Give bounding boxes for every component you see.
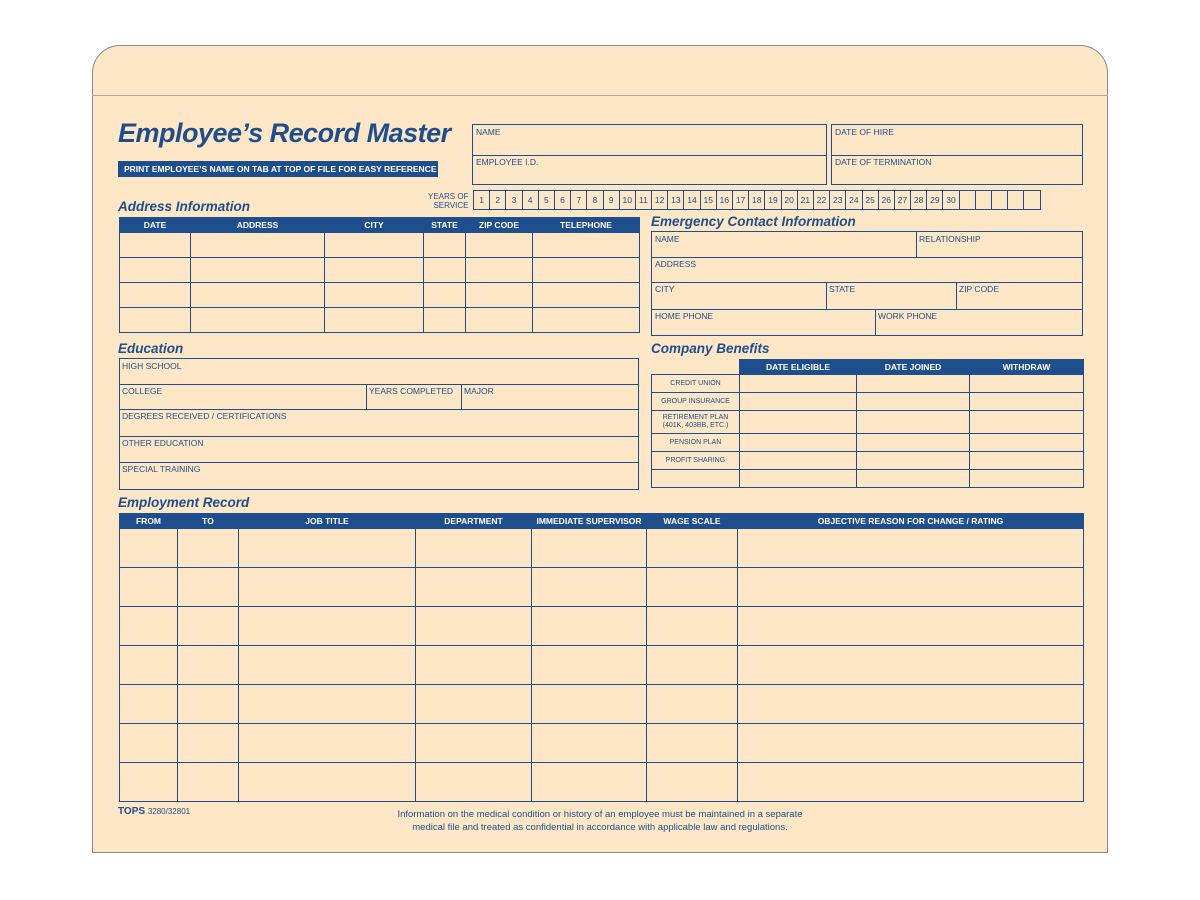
entry-cell[interactable] xyxy=(178,763,239,802)
entry-cell[interactable] xyxy=(970,393,1084,411)
entry-cell[interactable] xyxy=(466,233,533,258)
column-header: STATE xyxy=(424,218,466,233)
entry-cell[interactable] xyxy=(120,233,191,258)
entry-cell[interactable] xyxy=(857,434,970,452)
column-header: ADDRESS xyxy=(191,218,325,233)
column-header: IMMEDIATE SUPERVISOR xyxy=(532,514,647,529)
year-box[interactable]: 30 xyxy=(942,190,959,210)
college-field[interactable]: COLLEGE xyxy=(122,386,163,396)
entry-cell[interactable] xyxy=(647,568,738,607)
entry-cell[interactable] xyxy=(416,763,532,802)
employment-section-heading: Employment Record xyxy=(118,495,250,510)
emergency-state-field[interactable]: STATE xyxy=(829,284,856,294)
entry-cell[interactable] xyxy=(120,308,191,333)
years-completed-field[interactable]: YEARS COMPLETED xyxy=(369,386,454,396)
employment-row xyxy=(120,529,1084,568)
entry-cell[interactable] xyxy=(416,568,532,607)
year-box[interactable]: 1 xyxy=(473,190,490,210)
entry-cell[interactable] xyxy=(466,258,533,283)
entry-cell[interactable] xyxy=(970,434,1084,452)
entry-cell[interactable] xyxy=(120,724,178,763)
entry-cell[interactable] xyxy=(239,763,416,802)
entry-cell[interactable] xyxy=(857,393,970,411)
year-box[interactable]: 10 xyxy=(619,190,636,210)
benefit-label: PENSION PLAN xyxy=(652,434,740,452)
column-header: DEPARTMENT xyxy=(416,514,532,529)
confidentiality-notice: Information on the medical condition or history of an employee must be maintained in a separate medical file and treated as confidential in accordance with applicable law and regulations. xyxy=(397,809,803,833)
major-field[interactable]: MAJOR xyxy=(464,386,494,396)
year-box[interactable]: 8 xyxy=(586,190,603,210)
entry-cell[interactable] xyxy=(424,233,466,258)
benefit-label: CREDIT UNION xyxy=(652,375,740,393)
entry-cell[interactable] xyxy=(647,529,738,568)
employment-table xyxy=(119,513,1084,802)
entry-cell[interactable] xyxy=(533,258,640,283)
entry-cell[interactable] xyxy=(857,452,970,470)
years-of-service-label: YEARS OF SERVICE xyxy=(428,192,469,210)
entry-cell[interactable] xyxy=(416,529,532,568)
entry-cell[interactable] xyxy=(191,283,325,308)
year-box[interactable] xyxy=(975,190,992,210)
name-id-box xyxy=(472,124,827,185)
entry-cell[interactable] xyxy=(120,258,191,283)
column-header: JOB TITLE xyxy=(239,514,416,529)
benefit-row xyxy=(652,434,1084,452)
year-box[interactable]: 26 xyxy=(878,190,895,210)
year-box[interactable] xyxy=(1007,190,1024,210)
entry-cell[interactable] xyxy=(424,308,466,333)
other-education-field[interactable]: OTHER EDUCATION xyxy=(122,438,204,448)
entry-cell[interactable] xyxy=(120,529,178,568)
entry-cell[interactable] xyxy=(857,375,970,393)
entry-cell[interactable] xyxy=(416,724,532,763)
year-box[interactable]: 19 xyxy=(764,190,781,210)
entry-cell[interactable] xyxy=(532,685,647,724)
tops-logo: TOPS 3280/32801 xyxy=(118,806,191,817)
entry-cell[interactable] xyxy=(740,411,857,434)
high-school-field[interactable]: HIGH SCHOOL xyxy=(122,361,182,371)
entry-cell[interactable] xyxy=(191,258,325,283)
entry-cell[interactable] xyxy=(532,568,647,607)
column-header xyxy=(652,360,740,375)
entry-cell[interactable] xyxy=(239,607,416,646)
benefit-row xyxy=(652,452,1084,470)
year-box[interactable]: 25 xyxy=(862,190,879,210)
education-section-heading: Education xyxy=(118,341,184,356)
column-header: TELEPHONE xyxy=(533,218,640,233)
year-box[interactable]: 27 xyxy=(894,190,911,210)
entry-cell[interactable] xyxy=(424,258,466,283)
year-box[interactable]: 24 xyxy=(845,190,862,210)
year-box[interactable]: 6 xyxy=(554,190,571,210)
year-box[interactable]: 12 xyxy=(651,190,668,210)
emergency-home-phone-field[interactable]: HOME PHONE xyxy=(655,311,714,321)
benefit-row xyxy=(652,375,1084,393)
date-of-hire-field[interactable]: DATE OF HIRE xyxy=(835,127,894,137)
entry-cell[interactable] xyxy=(738,568,1084,607)
entry-cell[interactable] xyxy=(466,308,533,333)
year-box[interactable]: 23 xyxy=(829,190,846,210)
address-section-heading: Address Information xyxy=(118,199,251,214)
entry-cell[interactable] xyxy=(416,685,532,724)
entry-cell[interactable] xyxy=(120,283,191,308)
entry-cell[interactable] xyxy=(970,470,1084,488)
year-box[interactable]: 18 xyxy=(748,190,765,210)
year-box[interactable] xyxy=(991,190,1008,210)
year-box[interactable]: 3 xyxy=(505,190,522,210)
benefit-row xyxy=(652,411,1084,434)
year-box[interactable]: 9 xyxy=(603,190,620,210)
year-box[interactable]: 21 xyxy=(797,190,814,210)
entry-cell[interactable] xyxy=(178,724,239,763)
entry-cell[interactable] xyxy=(738,685,1084,724)
column-header: ZIP CODE xyxy=(466,218,533,233)
entry-cell[interactable] xyxy=(533,308,640,333)
entry-cell[interactable] xyxy=(647,685,738,724)
entry-cell[interactable] xyxy=(178,685,239,724)
entry-cell[interactable] xyxy=(239,685,416,724)
entry-cell[interactable] xyxy=(738,763,1084,802)
emergency-address-field[interactable]: ADDRESS xyxy=(655,259,697,269)
address-row xyxy=(120,283,640,308)
name-tab-instruction: PRINT EMPLOYEE’S NAME ON TAB AT TOP OF FILE FOR EASY REFERENCE xyxy=(118,161,438,177)
column-header: DATE ELIGIBLE xyxy=(740,360,857,375)
benefit-row xyxy=(652,393,1084,411)
entry-cell[interactable] xyxy=(191,308,325,333)
column-header: DATE xyxy=(120,218,191,233)
entry-cell[interactable] xyxy=(178,568,239,607)
entry-cell[interactable] xyxy=(239,646,416,685)
entry-cell[interactable] xyxy=(532,724,647,763)
entry-cell[interactable] xyxy=(416,646,532,685)
entry-cell[interactable] xyxy=(325,283,424,308)
benefit-label xyxy=(652,470,740,488)
employment-row xyxy=(120,685,1084,724)
entry-cell[interactable] xyxy=(178,607,239,646)
year-box[interactable]: 28 xyxy=(910,190,927,210)
emergency-name-field[interactable]: NAME xyxy=(655,234,680,244)
address-row xyxy=(120,308,640,333)
year-box[interactable]: 7 xyxy=(570,190,587,210)
entry-cell[interactable] xyxy=(740,434,857,452)
entry-cell[interactable] xyxy=(532,529,647,568)
entry-cell[interactable] xyxy=(647,763,738,802)
year-box[interactable]: 20 xyxy=(781,190,798,210)
address-row xyxy=(120,233,640,258)
employment-row xyxy=(120,646,1084,685)
benefit-label: PROFIT SHARING xyxy=(652,452,740,470)
entry-cell[interactable] xyxy=(191,233,325,258)
year-box[interactable]: 13 xyxy=(667,190,684,210)
entry-cell[interactable] xyxy=(532,646,647,685)
column-header: WITHDRAW xyxy=(970,360,1084,375)
entry-cell[interactable] xyxy=(857,470,970,488)
benefit-label: GROUP INSURANCE xyxy=(652,393,740,411)
entry-cell[interactable] xyxy=(325,233,424,258)
entry-cell[interactable] xyxy=(325,258,424,283)
entry-cell[interactable] xyxy=(857,411,970,434)
column-header: DATE JOINED xyxy=(857,360,970,375)
column-header: CITY xyxy=(325,218,424,233)
entry-cell[interactable] xyxy=(239,724,416,763)
emergency-zip-field[interactable]: ZIP CODE xyxy=(959,284,999,294)
entry-cell[interactable] xyxy=(239,529,416,568)
year-box[interactable]: 11 xyxy=(635,190,652,210)
entry-cell[interactable] xyxy=(740,470,857,488)
date-of-termination-field[interactable]: DATE OF TERMINATION xyxy=(835,157,932,167)
emergency-relationship-field[interactable]: RELATIONSHIP xyxy=(919,234,981,244)
entry-cell[interactable] xyxy=(647,607,738,646)
year-box[interactable] xyxy=(959,190,976,210)
year-box[interactable] xyxy=(1023,190,1040,210)
degrees-field[interactable]: DEGREES RECEIVED / CERTIFICATIONS xyxy=(122,411,287,421)
entry-cell[interactable] xyxy=(120,685,178,724)
employment-row xyxy=(120,607,1084,646)
emergency-section-heading: Emergency Contact Information xyxy=(651,214,856,229)
year-box[interactable]: 16 xyxy=(716,190,733,210)
emergency-work-phone-field[interactable]: WORK PHONE xyxy=(878,311,938,321)
years-of-service-boxes xyxy=(474,190,1041,210)
benefits-section-heading: Company Benefits xyxy=(651,341,770,356)
column-header: OBJECTIVE REASON FOR CHANGE / RATING xyxy=(738,514,1084,529)
entry-cell[interactable] xyxy=(970,452,1084,470)
entry-cell[interactable] xyxy=(533,283,640,308)
folder-tab-fold xyxy=(92,95,1108,96)
entry-cell[interactable] xyxy=(647,646,738,685)
entry-cell[interactable] xyxy=(740,375,857,393)
entry-cell[interactable] xyxy=(970,411,1084,434)
education-box xyxy=(119,358,639,490)
entry-cell[interactable] xyxy=(178,529,239,568)
entry-cell[interactable] xyxy=(533,233,640,258)
employee-id-field[interactable]: EMPLOYEE I.D. xyxy=(476,157,539,167)
year-box[interactable]: 5 xyxy=(538,190,555,210)
name-field[interactable]: NAME xyxy=(476,127,501,137)
year-box[interactable]: 17 xyxy=(732,190,749,210)
year-box[interactable]: 22 xyxy=(813,190,830,210)
emergency-contact-box xyxy=(651,231,1083,336)
benefit-row xyxy=(652,470,1084,488)
dates-box xyxy=(831,124,1083,185)
entry-cell[interactable] xyxy=(424,283,466,308)
entry-cell[interactable] xyxy=(239,568,416,607)
entry-cell[interactable] xyxy=(738,724,1084,763)
address-table xyxy=(119,217,640,333)
entry-cell[interactable] xyxy=(738,646,1084,685)
form-title: Employee’s Record Master xyxy=(118,118,451,148)
entry-cell[interactable] xyxy=(740,452,857,470)
entry-cell[interactable] xyxy=(178,646,239,685)
column-header: WAGE SCALE xyxy=(647,514,738,529)
year-box[interactable]: 4 xyxy=(522,190,539,210)
entry-cell[interactable] xyxy=(738,607,1084,646)
entry-cell[interactable] xyxy=(120,763,178,802)
entry-cell[interactable] xyxy=(532,763,647,802)
employment-row xyxy=(120,763,1084,802)
year-box[interactable]: 2 xyxy=(489,190,506,210)
employment-row xyxy=(120,724,1084,763)
special-training-field[interactable]: SPECIAL TRAINING xyxy=(122,464,201,474)
column-header: FROM xyxy=(120,514,178,529)
entry-cell[interactable] xyxy=(740,393,857,411)
employment-row xyxy=(120,568,1084,607)
entry-cell[interactable] xyxy=(416,607,532,646)
entry-cell[interactable] xyxy=(325,308,424,333)
column-header: TO xyxy=(178,514,239,529)
entry-cell[interactable] xyxy=(120,646,178,685)
entry-cell[interactable] xyxy=(466,283,533,308)
year-box[interactable]: 15 xyxy=(700,190,717,210)
entry-cell[interactable] xyxy=(970,375,1084,393)
benefit-label: RETIREMENT PLAN (401K, 403BB, ETC.) xyxy=(652,411,740,434)
entry-cell[interactable] xyxy=(120,607,178,646)
benefits-table xyxy=(651,359,1084,488)
form-code: 3280/32801 xyxy=(147,807,191,816)
emergency-city-field[interactable]: CITY xyxy=(655,284,675,294)
entry-cell[interactable] xyxy=(738,529,1084,568)
entry-cell[interactable] xyxy=(647,724,738,763)
year-box[interactable]: 29 xyxy=(926,190,943,210)
address-row xyxy=(120,258,640,283)
year-box[interactable]: 14 xyxy=(683,190,700,210)
entry-cell[interactable] xyxy=(532,607,647,646)
entry-cell[interactable] xyxy=(120,568,178,607)
